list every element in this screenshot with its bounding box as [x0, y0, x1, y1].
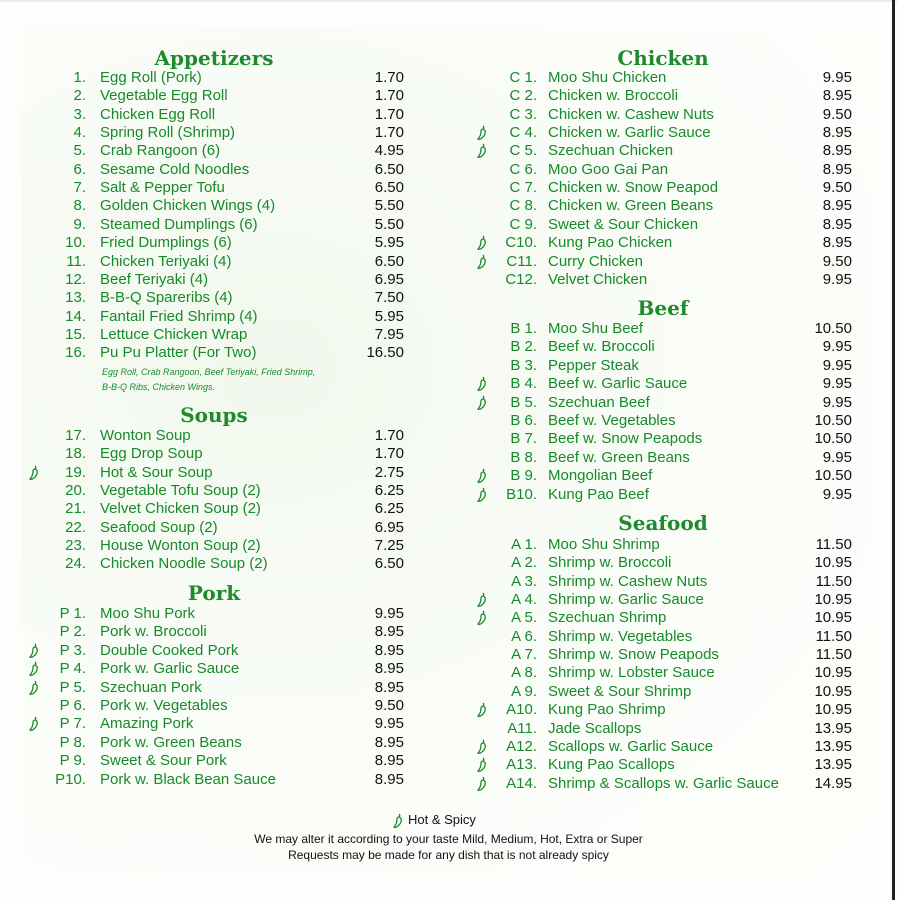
menu-item — [0, 161, 897, 179]
menu-item — [0, 609, 897, 627]
item-number: A 6. — [511, 628, 537, 645]
item-name: Kung Pao Chicken — [548, 234, 673, 251]
item-name: Wonton Soup — [100, 427, 191, 444]
item-number: 9. — [73, 216, 86, 233]
item-name: Szechuan Shrimp — [548, 609, 667, 626]
item-price: 13.95 — [814, 756, 852, 773]
item-price: 9.95 — [822, 69, 852, 86]
item-name: House Wonton Soup (2) — [100, 537, 261, 554]
item-name: Moo Shu Chicken — [548, 69, 667, 86]
menu-item — [0, 430, 897, 448]
item-number: 20. — [65, 482, 86, 499]
item-name: Chicken w. Broccoli — [548, 87, 679, 104]
item-price: 9.95 — [822, 375, 852, 392]
item-name: Mongolian Beef — [548, 467, 653, 484]
item-number: P 5. — [59, 679, 86, 696]
item-number: B 4. — [510, 375, 537, 392]
item-price: 9.50 — [822, 106, 852, 123]
item-name: Kung Pao Scallops — [548, 756, 675, 773]
item-number: C12. — [505, 271, 537, 288]
item-price: 8.95 — [374, 734, 404, 751]
item-name: Beef w. Broccoli — [548, 338, 655, 355]
item-name: Double Cooked Pork — [100, 642, 239, 659]
item-name: Hot & Sour Soup — [100, 464, 213, 481]
item-price: 10.95 — [814, 591, 852, 608]
item-number: 5. — [73, 142, 86, 159]
item-number: A11. — [507, 720, 537, 737]
menu-item — [0, 87, 897, 105]
item-number: 19. — [65, 464, 86, 481]
item-price: 1.70 — [374, 87, 404, 104]
menu-item — [0, 338, 897, 356]
item-price: 11.50 — [815, 628, 852, 645]
item-price: 9.95 — [822, 357, 852, 374]
item-number: A 2. — [511, 554, 537, 571]
item-price: 1.70 — [374, 427, 404, 444]
item-price: 6.95 — [374, 519, 404, 536]
item-number: 11. — [66, 253, 86, 270]
item-name: Steamed Dumplings (6) — [100, 216, 258, 233]
item-name: Curry Chicken — [548, 253, 644, 270]
item-price: 6.50 — [374, 179, 404, 196]
chili-pepper-icon — [392, 813, 404, 829]
item-price: 8.95 — [374, 660, 404, 677]
item-price: 11.50 — [815, 536, 852, 553]
item-price: 8.95 — [822, 87, 852, 104]
item-price: 8.95 — [822, 216, 852, 233]
item-price: 9.50 — [822, 253, 852, 270]
item-name: Kung Pao Beef — [548, 486, 649, 503]
item-number: P 8. — [59, 734, 86, 751]
item-number: A13. — [506, 756, 537, 773]
item-price: 9.95 — [374, 605, 404, 622]
item-name: Velvet Chicken — [548, 271, 648, 288]
item-price: 5.95 — [374, 234, 404, 251]
item-number: C 8. — [509, 197, 537, 214]
item-number: P 7. — [59, 715, 86, 732]
item-name: Moo Goo Gai Pan — [548, 161, 669, 178]
item-price: 10.95 — [814, 701, 852, 718]
item-name: Beef w. Snow Peapods — [548, 430, 703, 447]
item-number: P 3. — [59, 642, 86, 659]
menu-item — [0, 234, 897, 252]
item-name: Vegetable Egg Roll — [100, 87, 228, 104]
item-price: 7.50 — [374, 289, 404, 306]
item-name: Szechuan Beef — [548, 394, 650, 411]
item-price: 6.50 — [374, 161, 404, 178]
item-name: Shrimp w. Garlic Sauce — [548, 591, 704, 608]
item-number: C 9. — [509, 216, 537, 233]
item-number: 12. — [65, 271, 86, 288]
item-name: Kung Pao Shrimp — [548, 701, 666, 718]
item-name: Moo Shu Beef — [548, 320, 644, 337]
item-price: 1.70 — [374, 69, 404, 86]
item-number: C 3. — [509, 106, 537, 123]
menu-item — [0, 69, 897, 87]
beef-heading: Beef — [637, 296, 689, 320]
item-number: 6. — [73, 161, 86, 178]
item-name: Shrimp w. Vegetables — [548, 628, 693, 645]
page-edge-top — [0, 0, 897, 2]
item-price: 14.95 — [814, 775, 852, 792]
item-number: 24. — [65, 555, 86, 572]
menu-item — [0, 253, 897, 271]
chicken-heading: Chicken — [617, 46, 709, 70]
item-number: A14. — [506, 775, 537, 792]
menu-item — [0, 216, 897, 234]
item-price: 9.95 — [822, 449, 852, 466]
item-price: 9.50 — [822, 179, 852, 196]
item-number: C 2. — [509, 87, 537, 104]
menu-item — [0, 775, 897, 793]
item-number: 7. — [73, 179, 86, 196]
item-price: 8.95 — [374, 752, 404, 769]
item-price: 1.70 — [374, 445, 404, 462]
item-name: Salt & Pepper Tofu — [100, 179, 225, 196]
item-number: A12. — [506, 738, 537, 755]
menu-item — [0, 271, 897, 289]
item-name: Lettuce Chicken Wrap — [100, 326, 248, 343]
item-price: 8.95 — [374, 623, 404, 640]
item-name: Sweet & Sour Chicken — [548, 216, 699, 233]
item-number: P 2. — [59, 623, 86, 640]
item-number: B 6. — [510, 412, 537, 429]
item-price: 13.95 — [814, 720, 852, 737]
item-number: 22. — [65, 519, 86, 536]
appetizers-heading: Appetizers — [154, 46, 274, 70]
soups-heading: Soups — [180, 403, 248, 427]
item-name: Chicken Noodle Soup (2) — [100, 555, 268, 572]
menu-item — [0, 554, 897, 572]
item-name: Pepper Steak — [548, 357, 639, 374]
item-name: Chicken w. Cashew Nuts — [548, 106, 714, 123]
item-price: 10.95 — [814, 664, 852, 681]
item-name: Chicken Egg Roll — [100, 106, 216, 123]
item-name: Beef w. Green Beans — [548, 449, 690, 466]
menu-item — [0, 536, 897, 554]
item-name: Amazing Pork — [100, 715, 194, 732]
item-price: 7.95 — [374, 326, 404, 343]
item-name: Chicken Teriyaki (4) — [100, 253, 232, 270]
item-price: 11.50 — [815, 573, 852, 590]
item-price: 8.95 — [822, 197, 852, 214]
item-name: B-B-Q Spareribs (4) — [100, 289, 233, 306]
item-price: 10.95 — [814, 554, 852, 571]
item-name: Moo Shu Pork — [100, 605, 196, 622]
item-price: 8.95 — [374, 679, 404, 696]
item-number: B10. — [506, 486, 537, 503]
item-number: B 1. — [510, 320, 537, 337]
menu-item — [0, 628, 897, 646]
item-name: Seafood Soup (2) — [100, 519, 218, 536]
item-price: 1.70 — [374, 106, 404, 123]
menu-item — [0, 124, 897, 142]
item-name: Shrimp w. Snow Peapods — [548, 646, 719, 663]
seafood-heading: Seafood — [618, 511, 708, 535]
item-price: 8.95 — [374, 771, 404, 788]
item-price: 9.95 — [374, 715, 404, 732]
item-name: Sesame Cold Noodles — [100, 161, 250, 178]
item-price: 9.95 — [822, 338, 852, 355]
item-name: Pork w. Broccoli — [100, 623, 207, 640]
menu-item — [0, 701, 897, 719]
menu-item — [0, 683, 897, 701]
item-number: A10. — [506, 701, 537, 718]
menu-item — [0, 573, 897, 591]
item-name: Chicken w. Snow Peapod — [548, 179, 719, 196]
item-number: 3. — [73, 106, 86, 123]
item-name: Shrimp w. Broccoli — [548, 554, 672, 571]
item-number: C 6. — [509, 161, 537, 178]
item-price: 10.50 — [814, 430, 852, 447]
menu-item — [0, 720, 897, 738]
item-number: B 5. — [510, 394, 537, 411]
item-price: 5.50 — [374, 216, 404, 233]
item-number: C10. — [505, 234, 537, 251]
item-number: C11. — [506, 253, 537, 270]
item-name: Szechuan Chicken — [548, 142, 674, 159]
item-price: 6.50 — [374, 253, 404, 270]
menu-item — [0, 142, 897, 160]
menu-item — [0, 664, 897, 682]
platter-note-line-1: Egg Roll, Crab Rangoon, Beef Teriyaki, Fried Shrimp, — [102, 367, 316, 377]
item-price: 8.95 — [822, 161, 852, 178]
item-name: Chicken w. Garlic Sauce — [548, 124, 711, 141]
item-price: 1.70 — [374, 124, 404, 141]
item-price: 9.95 — [822, 271, 852, 288]
item-price: 6.25 — [374, 482, 404, 499]
item-number: A 9. — [511, 683, 537, 700]
item-price: 10.50 — [814, 467, 852, 484]
item-name: Szechuan Pork — [100, 679, 202, 696]
item-name: Chicken w. Green Beans — [548, 197, 714, 214]
item-number: P 9. — [59, 752, 86, 769]
menu-item — [0, 106, 897, 124]
menu-item — [0, 412, 897, 430]
item-number: A 8. — [511, 664, 537, 681]
item-price: 7.25 — [374, 537, 404, 554]
item-price: 8.95 — [374, 642, 404, 659]
menu-item — [0, 197, 897, 215]
item-name: Crab Rangoon (6) — [100, 142, 221, 159]
hot-spicy-legend: Hot & Spicy — [408, 812, 476, 827]
menu-item — [0, 591, 897, 609]
item-price: 16.50 — [366, 344, 404, 361]
item-number: P10. — [55, 771, 86, 788]
item-price: 8.95 — [822, 234, 852, 251]
item-number: C 1. — [509, 69, 537, 86]
item-name: Pork w. Garlic Sauce — [100, 660, 240, 677]
item-number: B 7. — [510, 430, 537, 447]
item-number: B 8. — [510, 449, 537, 466]
item-number: 15. — [65, 326, 86, 343]
menu-item — [0, 179, 897, 197]
item-name: Pork w. Vegetables — [100, 697, 228, 714]
item-number: 21. — [65, 500, 86, 517]
item-price: 9.95 — [822, 486, 852, 503]
item-price: 13.95 — [814, 738, 852, 755]
item-name: Pork w. Green Beans — [100, 734, 242, 751]
item-number: 4. — [73, 124, 86, 141]
item-number: 2. — [73, 87, 86, 104]
item-price: 5.50 — [374, 197, 404, 214]
item-name: Moo Shu Shrimp — [548, 536, 660, 553]
item-number: 18. — [65, 445, 86, 462]
item-name: Fried Dumplings (6) — [100, 234, 232, 251]
menu-item — [0, 486, 897, 504]
item-number: C 4. — [509, 124, 537, 141]
item-price: 10.50 — [814, 412, 852, 429]
item-price: 8.95 — [822, 124, 852, 141]
item-number: B 2. — [510, 338, 537, 355]
item-name: Golden Chicken Wings (4) — [100, 197, 276, 214]
item-number: A 3. — [511, 573, 537, 590]
item-price: 8.95 — [822, 142, 852, 159]
item-number: 8. — [73, 197, 86, 214]
item-number: P 1. — [59, 605, 86, 622]
item-price: 6.25 — [374, 500, 404, 517]
item-name: Shrimp w. Lobster Sauce — [548, 664, 715, 681]
item-number: A 1. — [511, 536, 537, 553]
footer-line-1: We may alter it according to your taste Mild, Medium, Hot, Extra or Super — [254, 832, 643, 846]
item-number: 23. — [65, 537, 86, 554]
menu-item — [0, 320, 897, 338]
item-number: P 4. — [59, 660, 86, 677]
item-price: 10.95 — [814, 683, 852, 700]
menu-item — [0, 738, 897, 756]
menu-item — [0, 449, 897, 467]
item-name: Pork w. Black Bean Sauce — [100, 771, 276, 788]
item-price: 6.95 — [374, 271, 404, 288]
item-price: 11.50 — [815, 646, 852, 663]
item-name: Shrimp & Scallops w. Garlic Sauce — [548, 775, 779, 792]
item-name: Beef w. Garlic Sauce — [548, 375, 688, 392]
item-name: Scallops w. Garlic Sauce — [548, 738, 714, 755]
item-name: Beef w. Vegetables — [548, 412, 676, 429]
item-number: A 7. — [511, 646, 537, 663]
item-name: Vegetable Tofu Soup (2) — [100, 482, 261, 499]
item-price: 2.75 — [374, 464, 404, 481]
item-number: B 3. — [510, 357, 537, 374]
item-price: 9.50 — [374, 697, 404, 714]
item-price: 6.50 — [374, 555, 404, 572]
item-name: Egg Drop Soup — [100, 445, 203, 462]
item-number: C 7. — [509, 179, 537, 196]
item-price: 9.95 — [822, 394, 852, 411]
item-number: C 5. — [509, 142, 537, 159]
item-number: 14. — [65, 308, 86, 325]
item-name: Egg Roll (Pork) — [100, 69, 202, 86]
footer-line-2: Requests may be made for any dish that is not already spicy — [288, 848, 609, 862]
item-number: P 6. — [59, 697, 86, 714]
item-price: 10.95 — [814, 609, 852, 626]
item-name: Spring Roll (Shrimp) — [100, 124, 236, 141]
item-number: 17. — [65, 427, 86, 444]
item-name: Velvet Chicken Soup (2) — [100, 500, 261, 517]
item-name: Beef Teriyaki (4) — [100, 271, 209, 288]
item-price: 10.50 — [814, 320, 852, 337]
item-number: A 4. — [511, 591, 537, 608]
item-number: 1. — [73, 69, 86, 86]
item-number: 10. — [65, 234, 86, 251]
pork-heading: Pork — [187, 581, 241, 605]
item-number: 13. — [65, 289, 86, 306]
item-name: Pu Pu Platter (For Two) — [100, 344, 257, 361]
platter-note-line-2: B-B-Q Ribs, Chicken Wings. — [102, 382, 215, 392]
item-price: 5.95 — [374, 308, 404, 325]
item-number: 16. — [65, 344, 86, 361]
item-name: Jade Scallops — [548, 720, 642, 737]
item-name: Sweet & Sour Pork — [100, 752, 227, 769]
item-name: Sweet & Sour Shrimp — [548, 683, 692, 700]
item-price: 4.95 — [374, 142, 404, 159]
item-number: A 5. — [511, 609, 537, 626]
item-number: B 9. — [510, 467, 537, 484]
item-name: Fantail Fried Shrimp (4) — [100, 308, 258, 325]
menu-item — [0, 467, 897, 485]
menu-item — [0, 756, 897, 774]
menu-item — [0, 646, 897, 664]
item-name: Shrimp w. Cashew Nuts — [548, 573, 708, 590]
menu-item — [0, 394, 897, 412]
